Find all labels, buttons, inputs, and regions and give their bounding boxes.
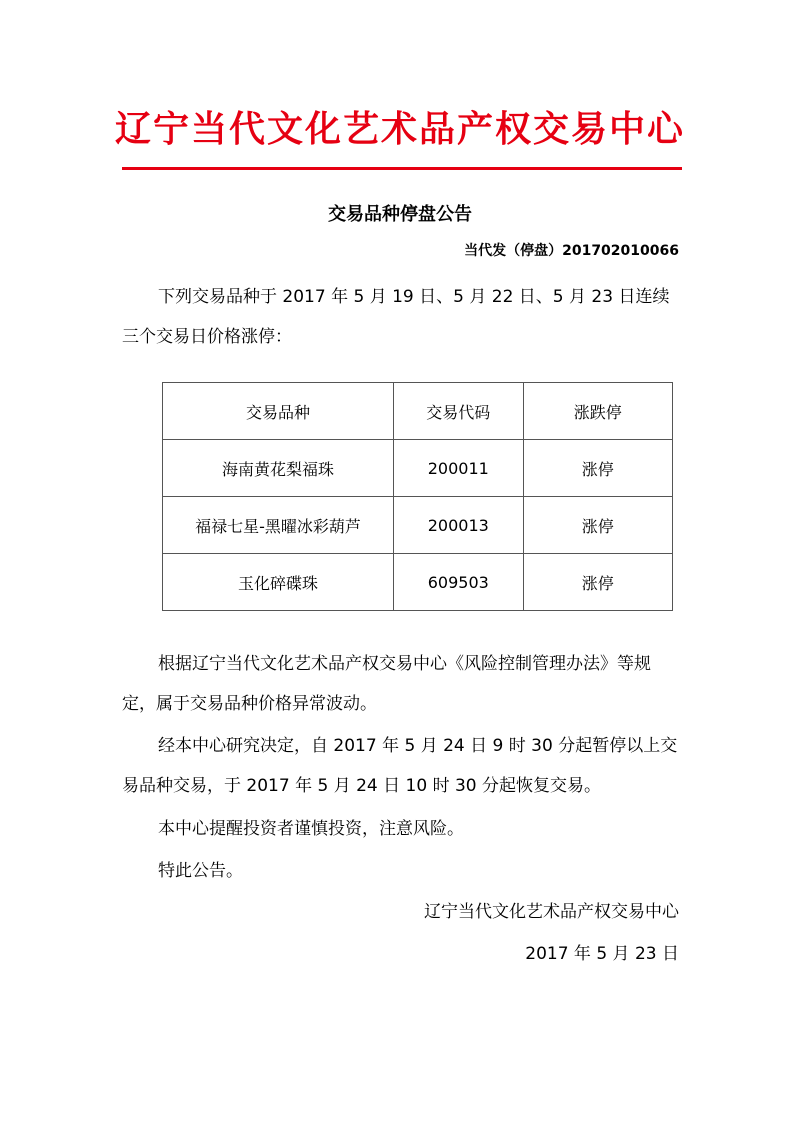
paragraph-regulation: 根据辽宁当代文化艺术品产权交易中心《风险控制管理办法》等规定，属于交易品种价格异常波动。 [122, 654, 651, 714]
cell-item-name: 海南黄花梨福珠 [163, 440, 394, 497]
document-title: 交易品种停盘公告 [328, 204, 472, 225]
cell-item-name: 玉化碎碟珠 [163, 554, 394, 611]
header-item-code: 交易代码 [393, 383, 523, 440]
trading-items-table [162, 382, 673, 611]
letterhead-divider [122, 167, 682, 170]
header-limit-status: 涨跌停 [523, 383, 672, 440]
paragraph-intro: 下列交易品种于 2017 年 5 月 19 日、5 月 22 日、5 月 23 日连续三个交易日价格涨停： [122, 287, 670, 347]
table-row [163, 497, 673, 554]
signature-date: 2017 年 5 月 23 日 [525, 944, 679, 964]
document-number: 当代发（停盘）201702010066 [464, 243, 679, 259]
cell-item-name: 福禄七星-黑曜冰彩葫芦 [163, 497, 394, 554]
cell-limit-status: 涨停 [523, 554, 672, 611]
paragraph-closing: 特此公告。 [158, 861, 243, 881]
header-item-name: 交易品种 [163, 383, 394, 440]
signature-organization: 辽宁当代文化艺术品产权交易中心 [424, 902, 679, 922]
table-row [163, 554, 673, 611]
table-header-row [163, 383, 673, 440]
cell-limit-status: 涨停 [523, 440, 672, 497]
table-row [163, 440, 673, 497]
cell-item-code: 200011 [393, 440, 523, 497]
paragraph-risk-reminder: 本中心提醒投资者谨慎投资，注意风险。 [158, 819, 464, 839]
cell-item-code: 609503 [393, 554, 523, 611]
cell-item-code: 200013 [393, 497, 523, 554]
cell-limit-status: 涨停 [523, 497, 672, 554]
paragraph-decision: 经本中心研究决定，自 2017 年 5 月 24 日 9 时 30 分起暂停以上交易品种交易，于 2017 年 5 月 24 日 10 时 30 分起恢复交易。 [122, 736, 678, 796]
letterhead-title: 辽宁当代文化艺术品产权交易中心 [114, 108, 685, 150]
